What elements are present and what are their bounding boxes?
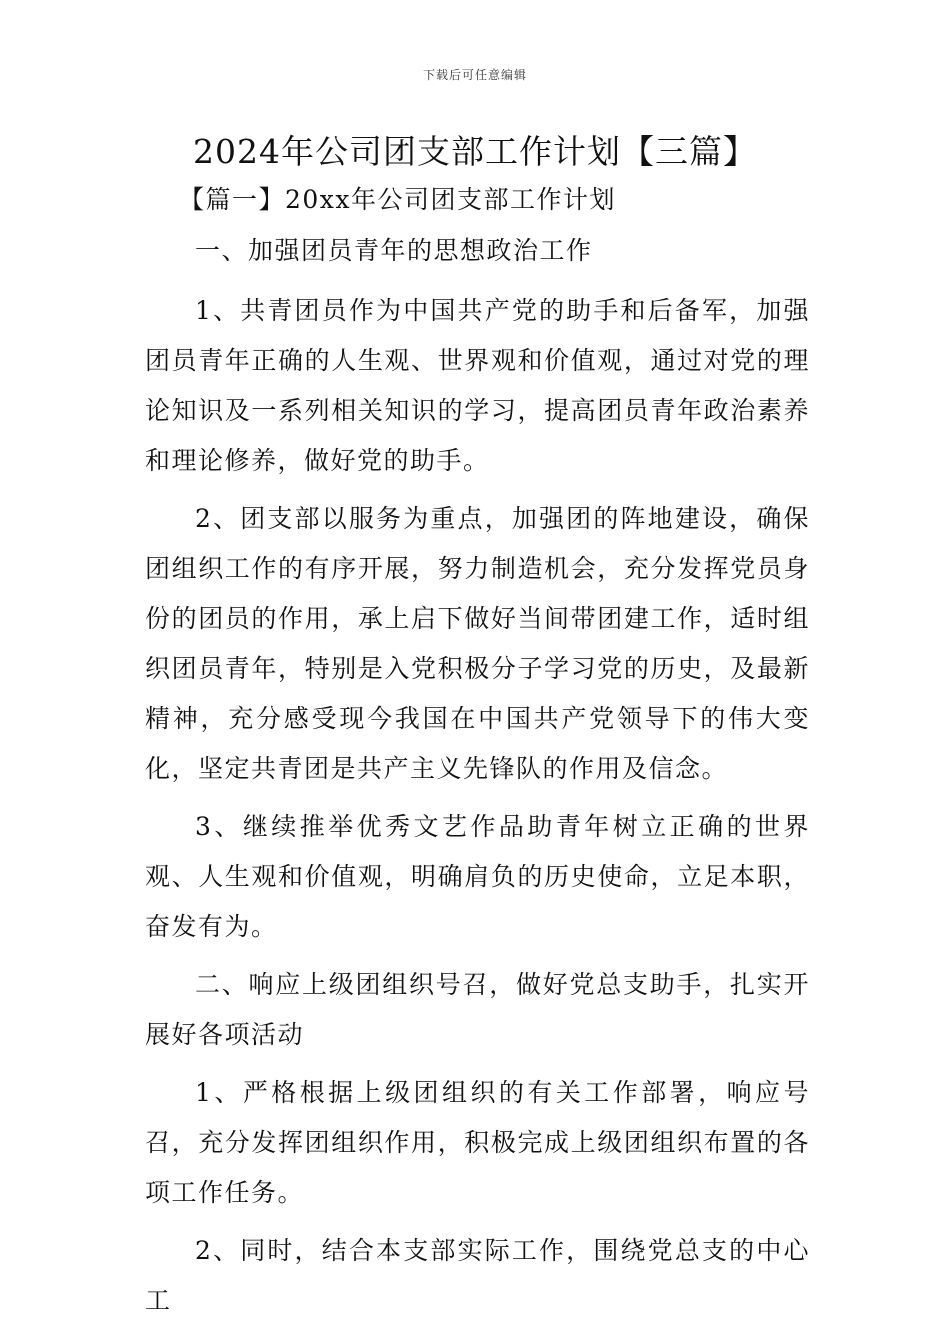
document-body	[145, 180, 810, 1326]
heading-level-1: 一、加强团员青年的思想政治工作	[195, 236, 593, 265]
paragraph: 3、继续推举优秀文艺作品助青年树立正确的世界观、人生观和价值观，明确肩负的历史使命，立足本职，奋发有为。	[145, 812, 810, 941]
paragraph: 2、同时，结合本支部实际工作，围绕党总支的中心工	[145, 1236, 810, 1315]
heading-level-1: 二、响应上级团组织号召，做好党总支助手，扎实开展好各项活动	[145, 970, 810, 1049]
paragraph: 1、严格根据上级团组织的有关工作部署，响应号召，充分发挥团组织作用，积极完成上级团组织布置的各项工作任务。	[145, 1078, 810, 1207]
paragraph: 2、团支部以服务为重点，加强团的阵地建设，确保团组织工作的有序开展，努力制造机会，充分发挥党员身份的团员的作用，承上启下做好当间带团建工作，适时组织团员青年，特别是入党积极分子学习党的历史，及最新精神，充分感受现今我国在中国共产党领导下的伟大变化，坚定共青团是共产主义先锋队的作用及信念。	[145, 504, 810, 783]
paragraph: 1、共青团员作为中国共产党的助手和后备军，加强团员青年正确的人生观、世界观和价值观，通过对党的理论知识及一系列相关知识的学习，提高团员青年政治素养和理论修养，做好党的助手。	[145, 296, 810, 475]
document-title: 2024年公司团支部工作计划【三篇】	[193, 132, 757, 171]
header-note: 下载后可任意编辑	[422, 68, 527, 82]
section-heading: 【篇一】20xx年公司团支部工作计划	[179, 185, 617, 214]
